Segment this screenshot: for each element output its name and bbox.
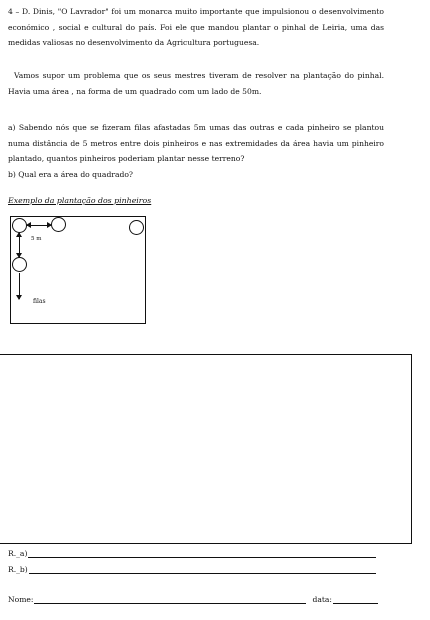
answer-a-row (8, 548, 376, 558)
answer-a-line[interactable] (28, 548, 376, 558)
plantation-diagram (10, 216, 146, 324)
rows-direction-arrow (19, 273, 20, 299)
date-line[interactable] (333, 594, 378, 604)
pine-tree-circle (12, 218, 27, 233)
question-part-b: b) Qual era a área do quadrado? (8, 170, 133, 179)
pine-tree-circle (129, 220, 144, 235)
footer-row (8, 594, 378, 604)
name-line[interactable] (34, 594, 306, 604)
example-title: Exemplo da plantação dos pinheiros (8, 196, 152, 205)
pine-tree-circle (51, 217, 66, 232)
answer-a-label: R._a) (8, 549, 28, 558)
horizontal-distance-arrow (27, 225, 51, 226)
problem-statement: Vamos supor um problema que os seus mestres tiveram de resolver na plantação do pinhal. Havia uma área , na forma de um quadrado com um lado de 50m. (8, 71, 384, 96)
distance-label: 5 m (31, 236, 42, 242)
date-label: data: (312, 595, 332, 604)
rows-label: filas (33, 298, 46, 305)
answer-b-line[interactable] (29, 564, 376, 574)
question-part-a: a) Sabendo nós que se fizeram filas afastadas 5m umas das outras e cada pinheiro se plantou numa distância de 5 metros entre dois pinheiros e nas extremidades da área havia um pinheiro plantado, quantos pinheiros poderiam plantar nesse terreno? (8, 123, 384, 163)
working-space-box[interactable] (0, 354, 412, 544)
pine-tree-circle (12, 257, 27, 272)
vertical-distance-arrow (19, 233, 20, 257)
answer-b-row (8, 564, 376, 574)
name-label: Nome: (8, 595, 34, 604)
question-intro: 4 – D. Dinis, "O Lavrador" foi um monarca muito importante que impulsionou o desenvolvimento económico , social e cultural do país. Foi ele que mandou plantar o pinhal de Leiria, uma das medidas valiosas no desenvolvimento da Agricultura portuguesa. (8, 7, 384, 47)
answer-b-label: R._b) (8, 565, 28, 574)
